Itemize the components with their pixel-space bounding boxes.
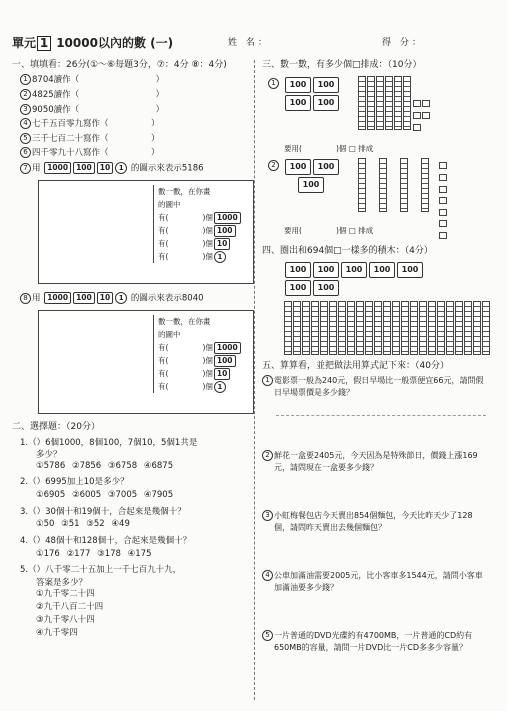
one-cube <box>439 162 447 169</box>
answer-option: ③九千零八十四 <box>36 615 95 626</box>
item-number: 2 <box>268 160 279 171</box>
hundred-block: 100 <box>341 262 367 278</box>
question-text: 多少？ <box>36 450 62 461</box>
ten-bar <box>473 301 481 355</box>
item-text: 9050讀作（ ） <box>32 104 165 115</box>
block-100: 100 <box>73 162 95 174</box>
count-question-1 <box>262 74 498 156</box>
ten-bar <box>410 301 418 355</box>
ten-bar <box>376 76 384 130</box>
ten-bar <box>437 301 445 355</box>
fill-item-4 <box>12 118 250 130</box>
word-problem-3 <box>262 510 498 534</box>
ten-bar <box>455 301 463 355</box>
choice-question-1 <box>12 438 250 472</box>
ten-bar <box>464 301 472 355</box>
hundred-block: 100 <box>285 262 311 278</box>
fill-item-6 <box>12 147 250 159</box>
legend-row: 有( )個 1000 <box>158 211 254 224</box>
ten-bar <box>302 301 310 355</box>
section5-title: 五、算算看，並把做法用算式記下來：（40分） <box>262 360 449 371</box>
ten-bar <box>401 301 409 355</box>
question-number[interactable]: 3.（ <box>20 506 37 517</box>
ten-bar <box>394 76 402 130</box>
choice-question-5 <box>12 565 250 640</box>
hundred-block: 100 <box>285 95 311 111</box>
ten-bar <box>356 301 364 355</box>
hundred-block: 100 <box>313 262 339 278</box>
question-text: 答案是多少？ <box>36 577 88 588</box>
problem-text: 小虹梅餐包店今天賣出854個麵包，今天比昨天少了128個，請問昨天賣出去幾個麵包？ <box>274 510 473 532</box>
word-problem-1 <box>262 375 498 399</box>
fill-item-2 <box>12 89 250 101</box>
hundred-blocks <box>284 76 348 112</box>
one-cube <box>439 220 447 227</box>
one-cubes <box>438 162 448 243</box>
block-10: 10 <box>214 238 230 250</box>
block-1: 1 <box>115 162 127 174</box>
ten-bar <box>293 301 301 355</box>
right-column <box>262 60 498 658</box>
one-cube <box>422 100 430 107</box>
block-100: 100 <box>214 225 236 237</box>
choice-question-4 <box>12 536 250 559</box>
answer-options: ①50 ②51 ③52 ④49 <box>36 519 130 530</box>
name-label: 姓 名： <box>228 38 270 48</box>
hundred-block: 100 <box>313 95 339 111</box>
ten-bar <box>374 301 382 355</box>
block-1: 1 <box>214 381 226 393</box>
answer-option: ②九千八百二十四 <box>36 602 104 613</box>
section2-title: 二、選擇題：（20分） <box>12 422 100 433</box>
section1-title: 一、填填看：26分(①～⑥每題3分，⑦：4分 ⑧：4分) <box>12 60 227 70</box>
word-problem-2 <box>262 450 498 474</box>
block-10: 10 <box>97 162 113 174</box>
section3-title: 三、數一數，有多少個□排成：（10分） <box>262 60 422 70</box>
question-number[interactable]: 4.（ <box>20 535 37 546</box>
item-number: 7 <box>20 163 31 174</box>
item-number: 6 <box>20 147 31 158</box>
legend-title: 數一數，在你畫 <box>158 187 211 197</box>
one-cube <box>439 186 447 193</box>
question-number[interactable]: 5.（ <box>20 565 37 576</box>
item-number: 5 <box>20 133 31 144</box>
ten-bar <box>400 158 408 212</box>
ten-bar <box>379 158 387 212</box>
item-text: 三千七百二十寫作（ ） <box>32 133 160 144</box>
item-number: 3 <box>262 510 273 521</box>
block-100: 100 <box>214 355 236 367</box>
unit-number-box: 1 <box>37 36 51 51</box>
question-text: ）八千零二十五加上一千七百九十九， <box>36 565 182 576</box>
legend-row: 有( )個 100 <box>158 354 254 367</box>
one-cube <box>413 124 421 131</box>
hundred-block: 100 <box>313 159 339 175</box>
answer-option: ①九千零二十四 <box>36 589 95 600</box>
question-text: ）30個十和19個十，合起來是幾個十？ <box>36 506 186 517</box>
answer-line[interactable]: 要用( )個 □ 排成 <box>284 144 374 154</box>
item-number: 1 <box>20 74 31 85</box>
item-text: 8704讀作（ ） <box>32 75 165 86</box>
circle-blocks-area[interactable] <box>262 261 498 361</box>
legend-row: 有( )個 10 <box>158 237 254 250</box>
ten-bar <box>419 301 427 355</box>
item-text: 四千零九十八寫作（ ） <box>32 148 160 159</box>
one-cube <box>439 232 447 239</box>
fill-item-7 <box>12 162 250 174</box>
item-text: 的圖示來表示5186 <box>130 163 204 174</box>
ten-bars <box>358 158 430 212</box>
block-1000: 1000 <box>214 342 241 354</box>
problem-text: 一片普通的DVD光碟約有4700MB，一片普通的CD約有650MB的容量，請問一片DVD比一片CD多多少容量？ <box>274 630 473 652</box>
answer-options: ①5786 ②7856 ③6758 ④6875 <box>36 460 174 471</box>
question-number[interactable]: 2.（ <box>20 477 37 488</box>
question-number[interactable]: 1.（ <box>20 437 37 448</box>
legend-title: 數一數，在你畫 <box>158 317 211 327</box>
hundred-blocks <box>284 158 348 194</box>
hundred-block: 100 <box>298 177 324 193</box>
item-number: 1 <box>262 375 273 386</box>
word-problem-4 <box>262 570 498 594</box>
item-text: 用 <box>32 163 41 174</box>
block-1000: 1000 <box>214 212 241 224</box>
problem-text: 電影票一般為240元，假日早場比一般票便宜66元，請問假日早場票價是多少錢？ <box>274 375 484 397</box>
ten-bar <box>367 76 375 130</box>
block-1: 1 <box>115 292 127 304</box>
fill-item-3 <box>12 104 250 116</box>
answer-space[interactable] <box>276 598 486 626</box>
ten-bar <box>383 301 391 355</box>
question-text: ）6995加上10是多少？ <box>36 477 129 488</box>
ten-bar <box>482 301 490 355</box>
legend-title: 的圖中 <box>158 330 181 340</box>
worksheet-header <box>12 36 492 54</box>
item-number: 4 <box>262 570 273 581</box>
item-text: 用 <box>32 293 41 304</box>
block-10: 10 <box>97 292 113 304</box>
hundred-blocks <box>284 261 484 297</box>
block-1000: 1000 <box>44 162 71 174</box>
ten-bar <box>358 158 366 212</box>
legend-title: 的圖中 <box>158 200 181 210</box>
one-cube <box>413 100 421 107</box>
ten-bar <box>320 301 328 355</box>
ten-bars <box>358 76 412 130</box>
answer-space[interactable] <box>276 403 486 416</box>
ten-bars <box>284 301 491 355</box>
legend-row: 有( )個 10 <box>158 367 254 380</box>
one-cube <box>422 112 430 119</box>
ten-bar <box>421 158 429 212</box>
answer-options: ①176 ②177 ③178 ④175 <box>36 548 152 559</box>
left-column <box>12 60 250 640</box>
block-100: 100 <box>73 292 95 304</box>
fill-item-8 <box>12 292 250 304</box>
one-cube <box>439 197 447 204</box>
column-divider <box>254 60 255 700</box>
block-1000: 1000 <box>44 292 71 304</box>
answer-space[interactable] <box>276 478 486 506</box>
hundred-block: 100 <box>369 262 395 278</box>
item-text: 七千五百零九寫作（ ） <box>32 119 160 130</box>
item-number: 3 <box>20 104 31 115</box>
unit-title <box>12 36 173 51</box>
one-cube <box>439 209 447 216</box>
one-cube <box>413 112 421 119</box>
answer-options: ①6905 ②6005 ③7005 ④7905 <box>36 490 174 500</box>
section4-title: 四、圈出和694個□一樣多的積木：（4分） <box>262 246 433 257</box>
item-text: 的圖示來表示8040 <box>130 293 204 304</box>
score-label: 得 分： <box>382 38 424 48</box>
question-text: ）6個1000，8個100，7個10，5個1共是 <box>36 437 198 448</box>
ten-bar <box>392 301 400 355</box>
one-cubes <box>412 100 432 135</box>
ten-bar <box>428 301 436 355</box>
legend-row: 有( )個 1 <box>158 380 254 393</box>
answer-space[interactable] <box>276 538 486 566</box>
ten-bar <box>446 301 454 355</box>
hundred-block: 100 <box>285 280 311 296</box>
count-question-2 <box>262 156 498 242</box>
page-title: 10000以內的數 (一) <box>56 36 174 50</box>
legend-row: 有( )個 100 <box>158 224 254 237</box>
question-text: ）48個十和128個十，合起來是幾個十？ <box>36 535 192 546</box>
ten-bar <box>365 301 373 355</box>
ten-bar <box>358 76 366 130</box>
hundred-block: 100 <box>313 280 339 296</box>
one-cube <box>439 174 447 181</box>
item-number: 1 <box>268 78 279 89</box>
fill-item-5 <box>12 133 250 145</box>
choice-question-2 <box>12 477 250 500</box>
ten-bar <box>311 301 319 355</box>
legend-row: 有( )個 1 <box>158 250 254 263</box>
ten-bar <box>403 76 411 130</box>
item-number: 8 <box>20 293 31 304</box>
item-number: 4 <box>20 118 31 129</box>
legend-row: 有( )個 1000 <box>158 341 254 354</box>
ten-bar <box>338 301 346 355</box>
hundred-block: 100 <box>285 77 311 93</box>
drawing-area-7[interactable] <box>38 180 254 284</box>
drawing-area-8[interactable] <box>38 310 254 414</box>
count-legend <box>153 185 254 263</box>
ten-bar <box>329 301 337 355</box>
problem-text: 公車加滿油需要2005元，比小客車多1544元，請問小客車加滿油要多少錢？ <box>274 570 483 592</box>
hundred-block: 100 <box>313 77 339 93</box>
ten-bar <box>347 301 355 355</box>
item-number: 2 <box>262 450 273 461</box>
answer-space[interactable] <box>276 420 486 446</box>
answer-option: ④九千零四 <box>36 628 78 639</box>
hundred-block: 100 <box>397 262 423 278</box>
unit-prefix: 單元 <box>12 36 37 50</box>
count-legend <box>153 315 254 393</box>
answer-line[interactable]: 要用( )個 □ 排成 <box>284 226 374 236</box>
block-1: 1 <box>214 251 226 263</box>
item-text: 4825讀作（ ） <box>32 89 165 100</box>
choice-question-3 <box>12 507 250 530</box>
word-problem-5 <box>262 630 498 654</box>
ten-bar <box>385 76 393 130</box>
fill-item-1 <box>12 74 250 86</box>
item-number: 2 <box>20 89 31 100</box>
problem-text: 鮮花一盒要2405元，今天因為是特殊節日，價錢上漲169元，請問現在一盒要多少錢？ <box>274 450 478 472</box>
item-number: 5 <box>262 630 273 641</box>
block-10: 10 <box>214 368 230 380</box>
ten-bar <box>284 301 292 355</box>
hundred-block: 100 <box>285 159 311 175</box>
